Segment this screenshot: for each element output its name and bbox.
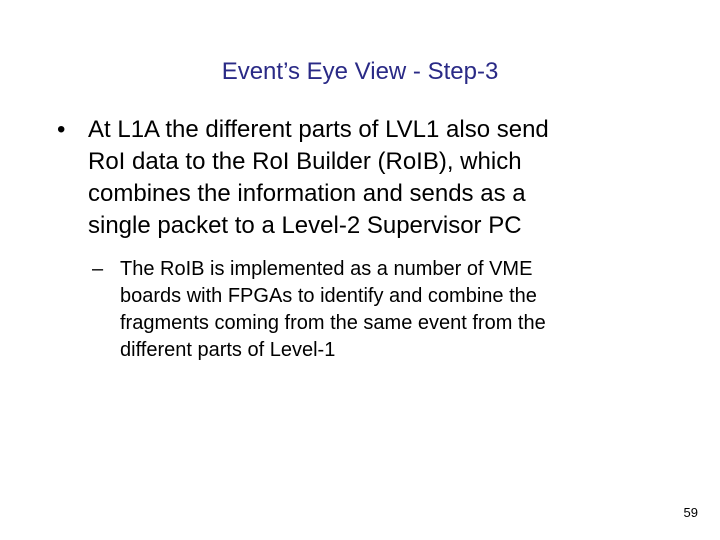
- slide-title: Event’s Eye View - Step-3: [221, 58, 499, 85]
- sub-bullet-text: [120, 256, 546, 364]
- sub-bullet-marker: –: [92, 258, 104, 280]
- sub-bullet-line: different parts of Level-1: [120, 339, 336, 361]
- bullet-line: RoI data to the RoI Builder (RoIB), which: [88, 148, 522, 175]
- bullet-text: [88, 114, 549, 242]
- bullet-marker: •: [57, 116, 66, 143]
- bullet-line: combines the information and sends as a: [88, 180, 526, 207]
- bullet-line: At L1A the different parts of LVL1 also send: [88, 116, 549, 143]
- sub-bullet-line: boards with FPGAs to identify and combine the: [120, 285, 537, 307]
- sub-bullet-line: fragments coming from the same event from the: [120, 312, 546, 334]
- bullet-line: single packet to a Level-2 Supervisor PC: [88, 212, 522, 239]
- sub-bullet-line: The RoIB is implemented as a number of VME: [120, 258, 533, 280]
- page-number: 59: [683, 505, 698, 520]
